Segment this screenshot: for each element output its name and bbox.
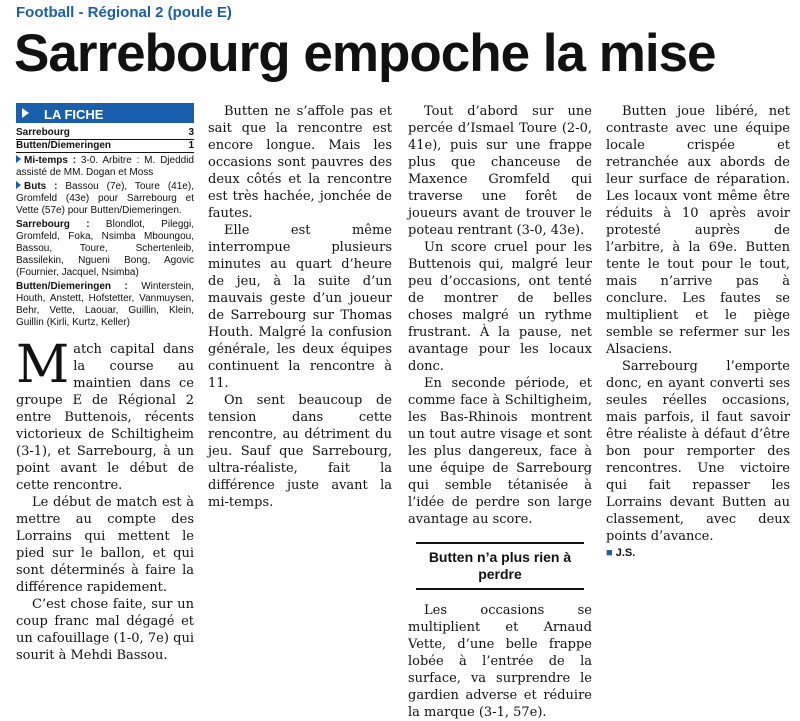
- lineup-butten: [16, 281, 194, 329]
- paragraph-11: Butten joue libéré, net contraste avec une équipe locale crispée et retranchée aux abords de leur surface de réparation. Les locaux vont même être réduits à 10 après avoir protesté auprès de l’arbitre, à la 69e. Butten tente le tout pour le tout, mais n’arrive pas à conclure. Les fautes se multiplient et le piège semble se refermer sur les Alsaciens.: [606, 104, 790, 357]
- lineup-sarrebourg-text: Blondlot, Pileggi, Gromfeld, Foka, Nsimba Mboungou, Bassou, Toure, Schertenleib, Bassilekin, Ngueni Bong, Agovic (Fournier, Jacquel, Nsimba): [16, 219, 194, 278]
- mitemps-label: Mi-temps :: [24, 155, 77, 166]
- buts-text: Bassou (7e), Toure (41e), Gromfeld (43e) pour Sarrebourg et Vette (57e) pour Butten/Diemeringen.: [16, 181, 194, 216]
- lineup-sarrebourg-label: Sarrebourg :: [16, 219, 90, 230]
- section-kicker: Football - Régional 2 (poule E): [16, 4, 232, 21]
- column-1: [16, 103, 194, 664]
- signature: ■ J.S.: [606, 547, 636, 559]
- subheading: Butten n’a plus rien à perdre: [416, 542, 584, 590]
- buts-block: [16, 181, 194, 217]
- paragraph-12: Sarrebourg l’emporte donc, en ayant converti ses seules réelles occasions, mais parfois, il faut savoir être réaliste à défaut d’être bon pour remporter des rencontres. Une victoire qui fait repasser les Lorrains devant Butten au classement, avec deux points d’avance.: [606, 359, 790, 544]
- triangle-icon: [22, 108, 29, 118]
- mitemps-block: [16, 155, 194, 179]
- score-row-2: [16, 140, 194, 153]
- paragraph-1: [16, 335, 194, 494]
- team1-score: 3: [188, 127, 194, 138]
- drop-cap: M: [16, 335, 70, 395]
- bullet-icon: [16, 181, 21, 189]
- lineup-butten-text: Winterstein, Houth, Anstett, Hofstetter, Vanmuysen, Behr, Vette, Laouar, Guillin, Klein, Guillin (Kirli, Kurtz, Keller): [16, 281, 195, 328]
- paragraph-6: On sent beaucoup de tension dans cette rencontre, au détriment du jeu. Sauf que Sarrebourg, ultra-réaliste, fait la différence juste avant la mi-temps.: [208, 393, 392, 510]
- lineup-butten-label: Butten/Diemeringen :: [16, 281, 128, 292]
- column-4: [606, 103, 790, 562]
- paragraph-9: En seconde période, et comme face à Schiltigheim, les Bas-Rhinois montrent un tout autre visage et sont les plus dangereux, face à une équipe de Sarrebourg qui semble tétanisée à l’idée de perdre son large avantage au score.: [408, 376, 592, 527]
- paragraph-2: Le début de match est à mettre au compte des Lorrains qui mettent le pied sur le ballon, et qui sont déterminés à faire la différence rapidement.: [16, 495, 194, 595]
- paragraph-10: Les occasions se multiplient et Arnaud Vette, d’une belle frappe lobée à l’entrée de la surface, va surprendre le gardien adverse et réduire la marque (3-1, 57e).: [408, 603, 592, 720]
- bullet-icon: [16, 155, 21, 163]
- paragraph-5: Elle est même interrompue plusieurs minutes au quart d’heure de jeu, à la suite d’un mauvais geste d’un joueur de Sarrebourg sur Thomas Houth. Malgré la confusion générale, les deux équipes continuent la rencontre à 11.: [208, 223, 392, 391]
- paragraph-7: Tout d’abord sur une percée d’Ismael Toure (2-0, 41e), puis sur une frappe plus que chanceuse de Maxence Gromfeld qui traverse une forêt de joueurs avant de trouver le poteau rentrant (3-0, 43e).: [408, 104, 592, 238]
- team2-name: Butten/Diemeringen: [16, 140, 112, 151]
- paragraph-4: Butten ne s’affole pas et sait que la rencontre est encore longue. Mais les occasions sont pauvres des deux côtés et la rencontre est très hachée, jonchée de fautes.: [208, 104, 392, 221]
- article-intro: [16, 335, 194, 664]
- signature-text: J.S.: [615, 547, 636, 559]
- fiche-header: [16, 103, 194, 123]
- column-3: [408, 103, 592, 721]
- paragraph-3: C’est chose faite, sur un coup franc mal dégagé et un cafouillage (1-0, 7e) qui sourit à Mehdi Bassou.: [16, 597, 194, 663]
- lineup-sarrebourg: [16, 219, 194, 279]
- fiche-title: LA FICHE: [44, 107, 104, 122]
- score-row-1: [16, 127, 194, 140]
- team2-score: 1: [188, 140, 194, 151]
- fiche-box: [16, 127, 194, 329]
- article-headline: Sarrebourg empoche la mise: [14, 24, 716, 83]
- team1-name: Sarrebourg: [16, 127, 70, 138]
- mitemps-text: 3-0. Arbitre : M. Djeddid assisté de MM. Dogan et Moss: [16, 155, 194, 178]
- column-2: [208, 103, 392, 511]
- paragraph-8: Un score cruel pour les Buttenois qui, malgré leur peu d’occasions, ont tenté de montrer de belles choses malgré un rythme frustrant. À la pause, net avantage pour les locaux donc.: [408, 240, 592, 374]
- buts-label: Buts :: [24, 181, 58, 192]
- paragraph-1-text: atch capital dans la course au maintien dans ce groupe E de Régional 2 entre Buttenois, récents victorieux de Schiltigheim (3-1), et Sarrebourg, à un point avant le début de cette rencontre.: [16, 342, 194, 493]
